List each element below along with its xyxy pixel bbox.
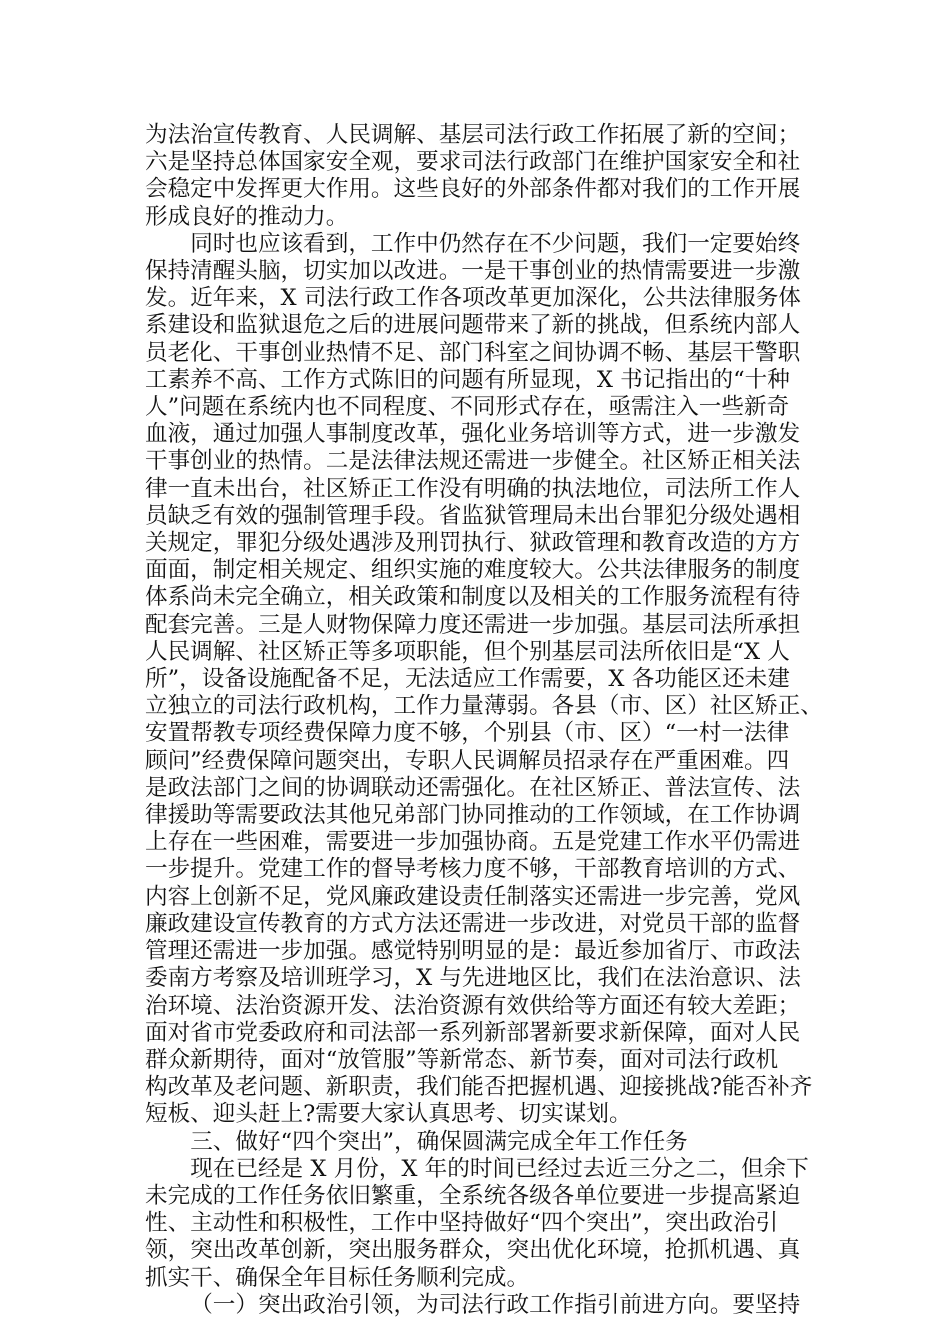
text-line: 现在已经是 X 月份，X 年的时间已经过去近三分之二，但余下 xyxy=(190,1155,809,1182)
text-line: 工素养不高、工作方式陈旧的问题有所显现，X 书记指出的“十种 xyxy=(145,366,790,393)
text-line: 委南方考察及培训班学习，X 与先进地区比，我们在法治意识、法 xyxy=(145,965,801,992)
text-line: 律援助等需要政法其他兄弟部门协同推动的工作领域，在工作协调 xyxy=(145,802,801,829)
text-line: 构改革及老问题、新职责，我们能否把握机遇、迎接挑战?能否补齐 xyxy=(145,1074,813,1101)
text-line: 群众新期待，面对“放管服”等新常态、新节奏，面对司法行政机 xyxy=(145,1046,779,1073)
text-line: 形成良好的推动力。 xyxy=(145,203,349,230)
text-line: 系建设和监狱退危之后的进展问题带来了新的挑战，但系统内部人 xyxy=(145,312,801,339)
paragraph-current-tasks xyxy=(145,1156,835,1292)
text-line: 六是坚持总体国家安全观，要求司法行政部门在维护国家安全和社 xyxy=(145,149,801,176)
text-line: 所”，设备设施配备不足，无法适应工作需要，X 各功能区还未建 xyxy=(145,666,790,693)
text-line: 律一直未出台，社区矫正工作没有明确的执法地位，司法所工作人 xyxy=(145,475,801,502)
text-line: （一）突出政治引领，为司法行政工作指引前进方向。要坚持 xyxy=(190,1291,801,1318)
text-line: 一步提升。党建工作的督导考核力度不够，干部教育培训的方式、 xyxy=(145,856,801,883)
section-heading-four-highlights xyxy=(145,1129,835,1156)
text-line: 治环境、法治资源开发、法治资源有效供给等方面还有较大差距； xyxy=(145,992,801,1019)
text-line: 抓实干、确保全年目标任务顺利完成。 xyxy=(145,1264,530,1291)
text-line: 保持清醒头脑，切实加以改进。一是干事创业的热情需要进一步激 xyxy=(145,258,801,285)
text-line: 血液，通过加强人事制度改革，强化业务培训等方式，进一步激发 xyxy=(145,421,801,448)
text-line: 配套完善。三是人财物保障力度还需进一步加强。基层司法所承担 xyxy=(145,611,801,638)
text-line: 体系尚未完全确立，相关政策和制度以及相关的工作服务流程有待 xyxy=(145,584,801,611)
text-line: 员老化、干事创业热情不足、部门科室之间协调不畅、基层干警职 xyxy=(145,339,801,366)
text-line: 是政法部门之间的协调联动还需强化。在社区矫正、普法宣传、法 xyxy=(145,774,801,801)
text-line: 发。近年来，X 司法行政工作各项改革更加深化，公共法律服务体 xyxy=(145,285,801,312)
text-line: 关规定，罪犯分级处遇涉及刑罚执行、狱政管理和教育改造的方方 xyxy=(145,530,801,557)
text-line: 未完成的工作任务依旧繁重，全系统各级各单位要进一步提高紧迫 xyxy=(145,1182,801,1209)
text-line: 性、主动性和积极性，工作中坚持做好“四个突出”，突出政治引 xyxy=(145,1210,779,1237)
paragraph-political-guidance xyxy=(145,1292,835,1319)
text-line: 内容上创新不足，党风廉政建设责任制落实还需进一步完善，党风 xyxy=(145,883,801,910)
paragraph-national-security xyxy=(145,122,835,231)
text-line: 人”问题在系统内也不同程度、不同形式存在，亟需注入一些新奇 xyxy=(145,394,790,421)
document-body xyxy=(145,122,835,1319)
text-line: 安置帮教专项经费保障力度不够，个别县（市、区）“一村一法律 xyxy=(145,720,790,747)
text-line: 同时也应该看到，工作中仍然存在不少问题，我们一定要始终 xyxy=(190,230,801,257)
text-line: 廉政建设宣传教育的方式方法还需进一步改进，对党员干部的监督 xyxy=(145,910,801,937)
text-line: 会稳定中发挥更大作用。这些良好的外部条件都对我们的工作开展 xyxy=(145,176,801,203)
text-line: 立独立的司法行政机构，工作力量薄弱。各县（市、区）社区矫正、 xyxy=(145,693,823,720)
heading-line: 三、做好“四个突出”，确保圆满完成全年工作任务 xyxy=(190,1128,688,1155)
text-line: 上存在一些困难，需要进一步加强协商。五是党建工作水平仍需进 xyxy=(145,829,801,856)
text-line: 人民调解、社区矫正等多项职能，但个别基层司法所依旧是“X 人 xyxy=(145,638,790,665)
text-line: 面对省市党委政府和司法部一系列新部署新要求新保障，面对人民 xyxy=(145,1019,801,1046)
text-line: 管理还需进一步加强。感觉特别明显的是：最近参加省厅、市政法 xyxy=(145,938,801,965)
text-line: 员缺乏有效的强制管理手段。省监狱管理局未出台罪犯分级处遇相 xyxy=(145,502,801,529)
paragraph-existing-problems xyxy=(145,231,835,1129)
text-line: 面面，制定相关规定、组织实施的难度较大。公共法律服务的制度 xyxy=(145,557,801,584)
text-line: 顾问”经费保障问题突出，专职人民调解员招录存在严重困难。四 xyxy=(145,747,790,774)
text-line: 领，突出改革创新，突出服务群众，突出优化环境，抢抓机遇、真 xyxy=(145,1237,801,1264)
text-line: 短板、迎头赶上?需要大家认真思考、切实谋划。 xyxy=(145,1101,632,1128)
text-line: 为法治宣传教育、人民调解、基层司法行政工作拓展了新的空间； xyxy=(145,122,801,148)
text-line: 干事创业的热情。二是法律法规还需进一步健全。社区矫正相关法 xyxy=(145,448,801,475)
